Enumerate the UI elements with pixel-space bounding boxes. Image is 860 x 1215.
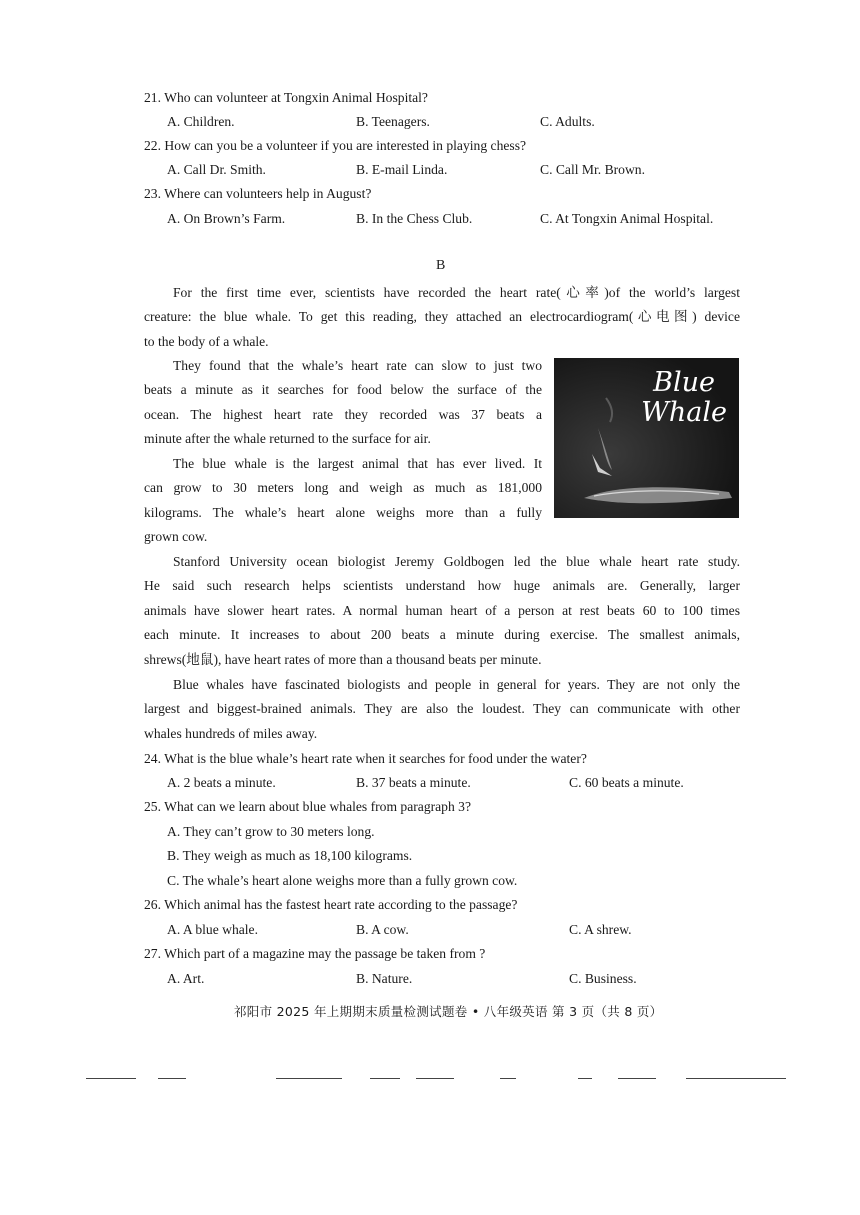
cut-line-segment bbox=[618, 1078, 656, 1079]
paragraph-1-line-3: to the body of a whale. bbox=[144, 333, 269, 349]
blue-whale-image bbox=[554, 358, 739, 518]
question-27-option-a: A. Art. bbox=[167, 971, 205, 986]
question-27-option-c: C. Business. bbox=[569, 971, 637, 986]
paragraph-2-line-1: They found that the whale’s heart rate can slow to just two bbox=[173, 358, 542, 373]
cut-line-segment bbox=[158, 1078, 186, 1079]
question-22-option-b: B. E-mail Linda. bbox=[356, 162, 448, 177]
question-25-stem: 25. What can we learn about blue whales from paragraph 3? bbox=[144, 799, 471, 814]
question-26-option-b: B. A cow. bbox=[356, 922, 409, 937]
paragraph-4-line-2: He said such research helps scientists understand how huge animals are. Generally, larger bbox=[144, 578, 740, 594]
passage-paragraph-1 bbox=[144, 281, 740, 354]
paragraph-5-line-1: Blue whales have fascinated biologists and people in general for years. They are not only the bbox=[173, 677, 740, 692]
question-23-option-b: B. In the Chess Club. bbox=[356, 211, 473, 226]
question-21-stem: 21. Who can volunteer at Tongxin Animal Hospital? bbox=[144, 90, 428, 105]
paragraph-4-line-4: each minute. It increases to about 200 beats a minute during exercise. The smallest animals, bbox=[144, 627, 740, 643]
question-22-option-c: C. Call Mr. Brown. bbox=[540, 162, 645, 177]
question-24-option-c: C. 60 beats a minute. bbox=[569, 775, 684, 790]
question-23-option-c: C. At Tongxin Animal Hospital. bbox=[540, 211, 714, 226]
page-footer: 祁阳市 2025 年上期期末质量检测试题卷 • 八年级英语 第 3 页（共 8 页） bbox=[234, 1004, 663, 1019]
paragraph-2-line-2: beats a minute as it searches for food below the surface of the bbox=[144, 382, 542, 398]
question-27-stem: 27. Which part of a magazine may the passage be taken from ? bbox=[144, 946, 486, 961]
image-title-line-1: Blue bbox=[653, 367, 715, 398]
question-24-stem: 24. What is the blue whale’s heart rate when it searches for food under the water? bbox=[144, 751, 587, 766]
question-21-option-a: A. Children. bbox=[167, 114, 235, 129]
passage-paragraph-4 bbox=[144, 550, 740, 672]
paragraph-5-line-2: largest and biggest-brained animals. They are also the loudest. They can communicate with other bbox=[144, 701, 740, 717]
cut-line-segment bbox=[276, 1078, 342, 1079]
question-21-option-c: C. Adults. bbox=[540, 114, 595, 129]
cut-line-segment bbox=[500, 1078, 516, 1079]
image-title bbox=[641, 368, 727, 428]
passage-paragraph-3 bbox=[144, 452, 542, 550]
question-24-option-b: B. 37 beats a minute. bbox=[356, 775, 471, 790]
question-25-option-a: A. They can’t grow to 30 meters long. bbox=[167, 824, 375, 839]
cut-line-segment bbox=[416, 1078, 454, 1079]
paragraph-3-line-3: kilograms. The whale’s heart alone weighs more than a fully bbox=[144, 504, 542, 520]
cut-line-segment bbox=[86, 1078, 136, 1079]
paragraph-1-line-1: For the first time ever, scientists have recorded the heart rate(心率)of the world’s largest bbox=[173, 285, 740, 300]
paragraph-1-line-2: creature: the blue whale. To get this reading, they attached an electrocardiogram(心电图) device bbox=[144, 309, 740, 325]
question-27-option-b: B. Nature. bbox=[356, 971, 413, 986]
question-25-option-c: C. The whale’s heart alone weighs more than a fully grown cow. bbox=[167, 873, 518, 888]
cut-line-segment bbox=[370, 1078, 400, 1079]
section-b-heading: B bbox=[436, 258, 446, 273]
question-23-option-a: A. On Brown’s Farm. bbox=[167, 211, 286, 226]
paragraph-5-line-3: whales hundreds of miles away. bbox=[144, 725, 318, 741]
passage-paragraph-2 bbox=[144, 354, 542, 452]
image-title-line-2: Whale bbox=[641, 397, 727, 428]
paragraph-3-line-4: grown cow. bbox=[144, 529, 208, 545]
passage-paragraph-5 bbox=[144, 673, 740, 746]
question-22-stem: 22. How can you be a volunteer if you are interested in playing chess? bbox=[144, 138, 527, 153]
cut-line-segment bbox=[686, 1078, 786, 1079]
paragraph-4-line-5: shrews(地鼠), have heart rates of more than a thousand beats per minute. bbox=[144, 651, 542, 667]
question-24-option-a: A. 2 beats a minute. bbox=[167, 775, 276, 790]
paragraph-4-line-1: Stanford University ocean biologist Jeremy Goldbogen led the blue whale heart rate study. bbox=[173, 554, 740, 569]
question-26-option-c: C. A shrew. bbox=[569, 922, 632, 937]
paragraph-4-line-3: animals have slower heart rates. A normal human heart of a person at rest beats 60 to 100 times bbox=[144, 602, 740, 618]
paragraph-3-line-2: can grow to 30 meters long and weigh as much as 181,000 bbox=[144, 480, 542, 496]
question-23-stem: 23. Where can volunteers help in August? bbox=[144, 186, 372, 201]
question-21-option-b: B. Teenagers. bbox=[356, 114, 430, 129]
paragraph-2-line-3: ocean. The highest heart rate they recorded was 37 beats a bbox=[144, 406, 542, 422]
question-25-option-b: B. They weigh as much as 18,100 kilograms. bbox=[167, 848, 413, 863]
paragraph-2-line-4: minute after the whale returned to the surface for air. bbox=[144, 431, 431, 447]
paragraph-3-line-1: The blue whale is the largest animal that has ever lived. It bbox=[173, 456, 542, 471]
question-26-option-a: A. A blue whale. bbox=[167, 922, 258, 937]
question-22-option-a: A. Call Dr. Smith. bbox=[167, 162, 266, 177]
cut-line-segment bbox=[578, 1078, 592, 1079]
question-26-stem: 26. Which animal has the fastest heart rate according to the passage? bbox=[144, 897, 518, 912]
